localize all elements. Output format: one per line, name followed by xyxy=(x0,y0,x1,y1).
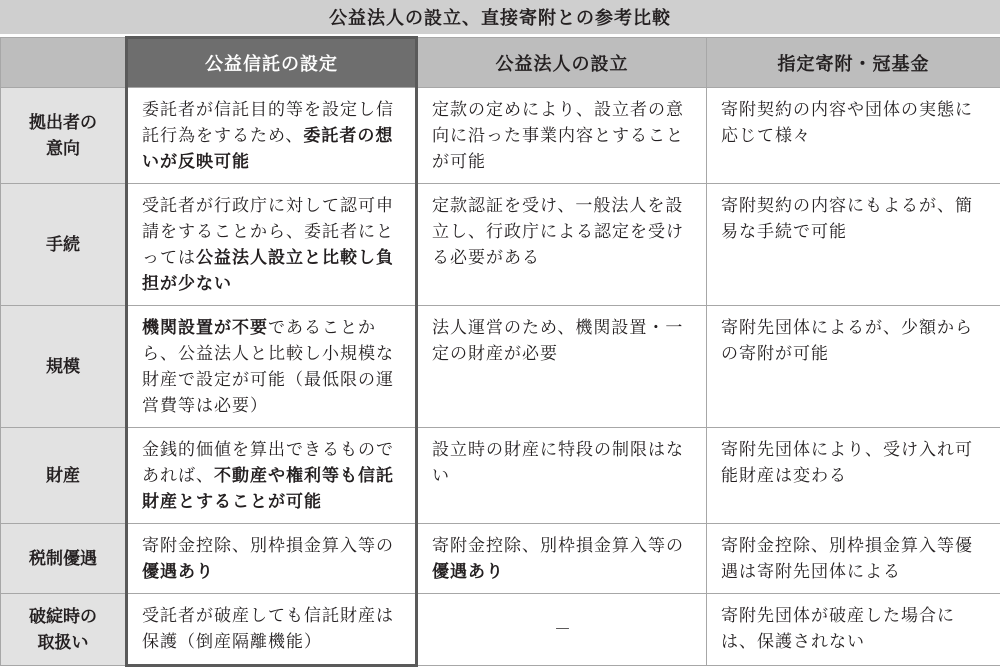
cell-text: 寄附先団体によるが、少額からの寄附が可能 xyxy=(721,318,973,364)
row-label: 拠出者の 意向 xyxy=(1,88,127,184)
table-cell xyxy=(417,306,707,428)
row-label: 破綻時の 取扱い xyxy=(1,594,127,666)
row-label: 規模 xyxy=(1,306,127,428)
table-cell xyxy=(707,524,1000,594)
table-cell xyxy=(127,306,417,428)
header-public-trust: 公益信託の設定 xyxy=(127,38,417,88)
table-cell xyxy=(707,594,1000,666)
table-cell xyxy=(127,524,417,594)
cell-text: 寄附契約の内容や団体の実態に応じて様々 xyxy=(721,100,973,146)
row-label: 手続 xyxy=(1,184,127,306)
emphasis-text: 機関設置が不要 xyxy=(142,318,268,338)
cell-text: であることから、公益法人と比較し小規模な財産で設定が可能（最低限の運営費等は必要） xyxy=(142,318,394,416)
table-cell xyxy=(707,88,1000,184)
table-title: 公益法人の設立、直接寄附との参考比較 xyxy=(0,0,1000,34)
table-cell xyxy=(127,594,417,666)
cell-text: 受託者が破産しても信託財産は保護（倒産隔離機能） xyxy=(142,606,394,652)
table-row xyxy=(1,524,1000,594)
table-cell xyxy=(707,306,1000,428)
cell-text: 寄附金控除、別枠損金算入等の xyxy=(142,536,394,556)
emphasis-text: 不動産や権利等も信託財産とすることが可能 xyxy=(142,466,394,512)
emphasis-text: 公益法人設立と比較し負担が少ない xyxy=(142,248,394,294)
table-cell xyxy=(707,184,1000,306)
cell-text: 金銭的価値を算出できるものであれば、 xyxy=(142,440,394,486)
table-row xyxy=(1,88,1000,184)
table-cell xyxy=(417,184,707,306)
cell-text: 寄附金控除、別枠損金算入等の xyxy=(432,536,684,556)
table-cell xyxy=(127,88,417,184)
table-row xyxy=(1,594,1000,666)
cell-text: 設立時の財産に特段の制限はない xyxy=(432,440,684,486)
table-row xyxy=(1,306,1000,428)
cell-text: 受託者が行政庁に対して認可申請をすることから、委託者にとっては xyxy=(142,196,394,268)
header-corner xyxy=(1,38,127,88)
comparison-table xyxy=(0,36,1000,667)
header-designated-donation: 指定寄附・冠基金 xyxy=(707,38,1000,88)
table-cell xyxy=(417,428,707,524)
header-row xyxy=(1,38,1000,88)
table-cell xyxy=(127,428,417,524)
row-label: 税制優遇 xyxy=(1,524,127,594)
emphasis-text: 優遇あり xyxy=(142,562,214,582)
row-label: 財産 xyxy=(1,428,127,524)
cell-text: 寄附先団体が破産した場合には、保護されない xyxy=(721,606,955,652)
emphasis-text: 委託者の想いが反映可能 xyxy=(142,126,393,172)
cell-text: 定款認証を受け、一般法人を設立し、行政庁による認定を受ける必要がある xyxy=(432,196,684,268)
table-cell xyxy=(417,594,707,666)
emphasis-text: 優遇あり xyxy=(432,562,504,582)
header-public-corporation: 公益法人の設立 xyxy=(417,38,707,88)
cell-text: 委託者が信託目的等を設定し信託行為をするため、 xyxy=(142,100,394,146)
cell-text: － xyxy=(554,620,572,640)
cell-text: 寄附契約の内容にもよるが、簡易な手続で可能 xyxy=(721,196,973,242)
cell-text: 法人運営のため、機関設置・一定の財産が必要 xyxy=(432,318,683,364)
table-cell xyxy=(127,184,417,306)
cell-text: 定款の定めにより、設立者の意向に沿った事業内容とすることが可能 xyxy=(432,100,684,172)
table-row xyxy=(1,428,1000,524)
table-cell xyxy=(417,524,707,594)
cell-text: 寄附金控除、別枠損金算入等優遇は寄附先団体による xyxy=(721,536,973,582)
cell-text: 寄附先団体により、受け入れ可能財産は変わる xyxy=(721,440,973,486)
table-row xyxy=(1,184,1000,306)
table-cell xyxy=(417,88,707,184)
table-cell xyxy=(707,428,1000,524)
